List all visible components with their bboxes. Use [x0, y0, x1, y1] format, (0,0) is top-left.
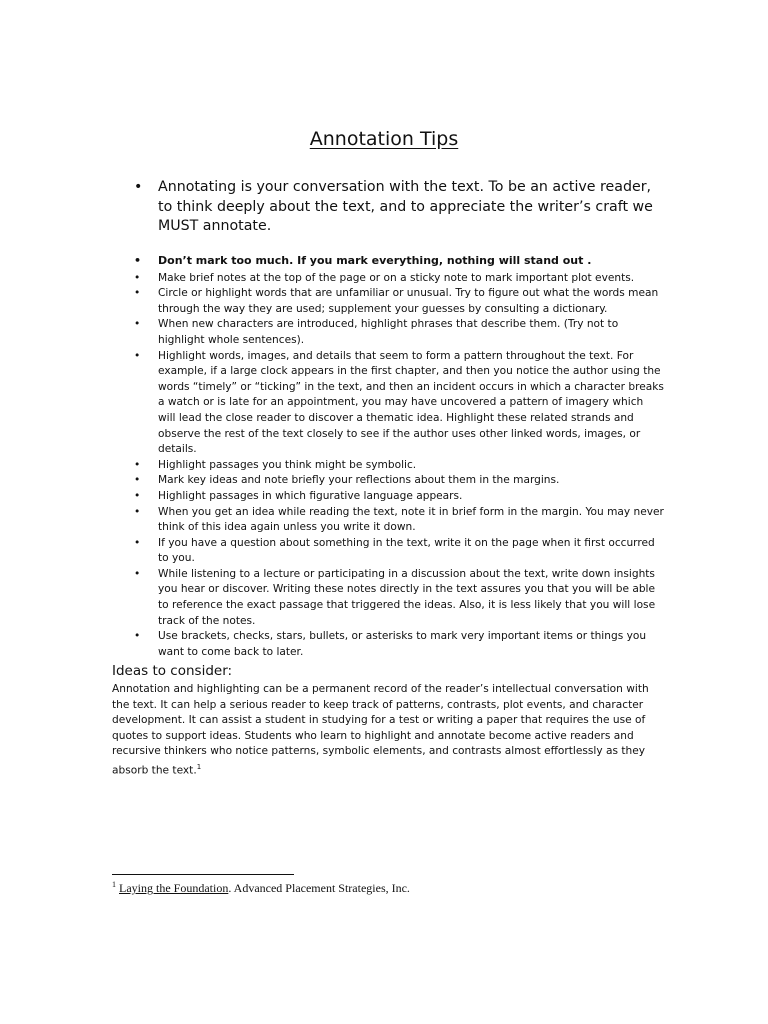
bullet-marker: •	[134, 179, 143, 195]
tip-list-item	[134, 317, 664, 348]
tip-list-item	[134, 536, 664, 567]
footnote-source-title: Laying the Foundation	[119, 881, 229, 895]
bullet-marker: •	[134, 630, 141, 643]
bullet-marker: •	[134, 567, 141, 580]
bullet-marker: •	[134, 349, 141, 362]
bullet-marker: •	[134, 536, 141, 549]
footnote	[112, 880, 410, 896]
tip-text: When new characters are introduced, highlight phrases that describe them. (Try not to highlight whole sentences).	[158, 318, 619, 346]
ideas-paragraph	[112, 682, 652, 779]
bullet-marker: •	[134, 458, 141, 471]
bullet-marker: •	[134, 318, 141, 331]
intro-bullet	[134, 178, 654, 237]
tip-text: Use brackets, checks, stars, bullets, or asterisks to mark very important items or things you want to come back to later.	[158, 630, 647, 658]
tip-text: Highlight words, images, and details that seem to form a pattern throughout the text. For example, if a large clock appears in the first chapter, and then you notice the author using the words “timely” or “ticking” in the text, and then an incident occurs in which a character breaks a watch or is late for an appointment, you may have uncovered a pattern of imagery which will lead the close reader to discover a thematic idea. Highlight these related strands and observe the rest of the text closely to see if the author uses other linked words, images, or details.	[158, 349, 664, 456]
footnote-number: 1	[112, 880, 116, 889]
tip-list-item	[134, 349, 664, 458]
tips-list	[134, 253, 664, 660]
tip-list-item	[134, 489, 664, 505]
tip-text: When you get an idea while reading the text, note it in brief form in the margin. You may never think of this idea again unless you write it down.	[158, 505, 664, 534]
tip-text: Mark key ideas and note briefly your reflections about them in the margins.	[158, 474, 560, 487]
ideas-text: Annotation and highlighting can be a permanent record of the reader’s intellectual conversation with the text. It can help a serious reader to keep track of patterns, contrasts, plot events, and character development. It can assist a student in studying for a test or writing a paper that requires the use of quotes to support ideas. Students who learn to highlight and annotate become active readers and recursive thinkers who notice patterns, symbolic elements, and contrasts almost effortlessly as they absorb the text.	[112, 683, 649, 777]
tip-list-item	[134, 629, 664, 660]
bullet-marker: •	[134, 271, 141, 284]
tip-list-item	[134, 271, 664, 287]
tip-text: If you have a question about something in the text, write it on the page when it first occurred to you.	[158, 536, 655, 565]
footnote-divider	[112, 874, 294, 875]
bullet-marker: •	[134, 489, 141, 502]
footnote-publisher: . Advanced Placement Strategies, Inc.	[228, 881, 410, 895]
tip-list-item	[134, 286, 664, 317]
tip-text: While listening to a lecture or participating in a discussion about the text, write down insights you hear or discover. Writing these notes directly in the text assures you that you will be able to reference the exact passage that triggered the ideas. Also, it is less likely that you will lose track of the notes.	[158, 567, 656, 627]
tip-text: Don’t mark too much. If you mark everything, nothing will stand out .	[158, 254, 592, 267]
tip-list-item	[134, 567, 664, 629]
tip-text: Circle or highlight words that are unfamiliar or unusual. Try to figure out what the words mean through the way they are used; supplement your guesses by consulting a dictionary.	[158, 287, 659, 315]
page-title: Annotation Tips	[309, 128, 459, 150]
bullet-marker: •	[134, 254, 142, 267]
tip-list-item	[134, 473, 664, 489]
intro-text: Annotating is your conversation with the text. To be an active reader, to think deeply about the text, and to appreciate the writer’s craft we MUST annotate.	[158, 179, 653, 234]
tip-text: Highlight passages you think might be symbolic.	[158, 458, 417, 471]
tip-text: Highlight passages in which figurative language appears.	[158, 489, 463, 502]
footnote-reference: 1	[196, 762, 202, 771]
bullet-marker: •	[134, 287, 141, 300]
bullet-marker: •	[134, 505, 141, 518]
tip-list-item	[134, 458, 664, 474]
tip-list-item	[134, 253, 664, 269]
ideas-heading: Ideas to consider:	[112, 663, 233, 679]
tip-list-item	[134, 505, 664, 536]
bullet-marker: •	[134, 474, 141, 487]
tip-text: Make brief notes at the top of the page or on a sticky note to mark important plot events.	[158, 271, 635, 284]
